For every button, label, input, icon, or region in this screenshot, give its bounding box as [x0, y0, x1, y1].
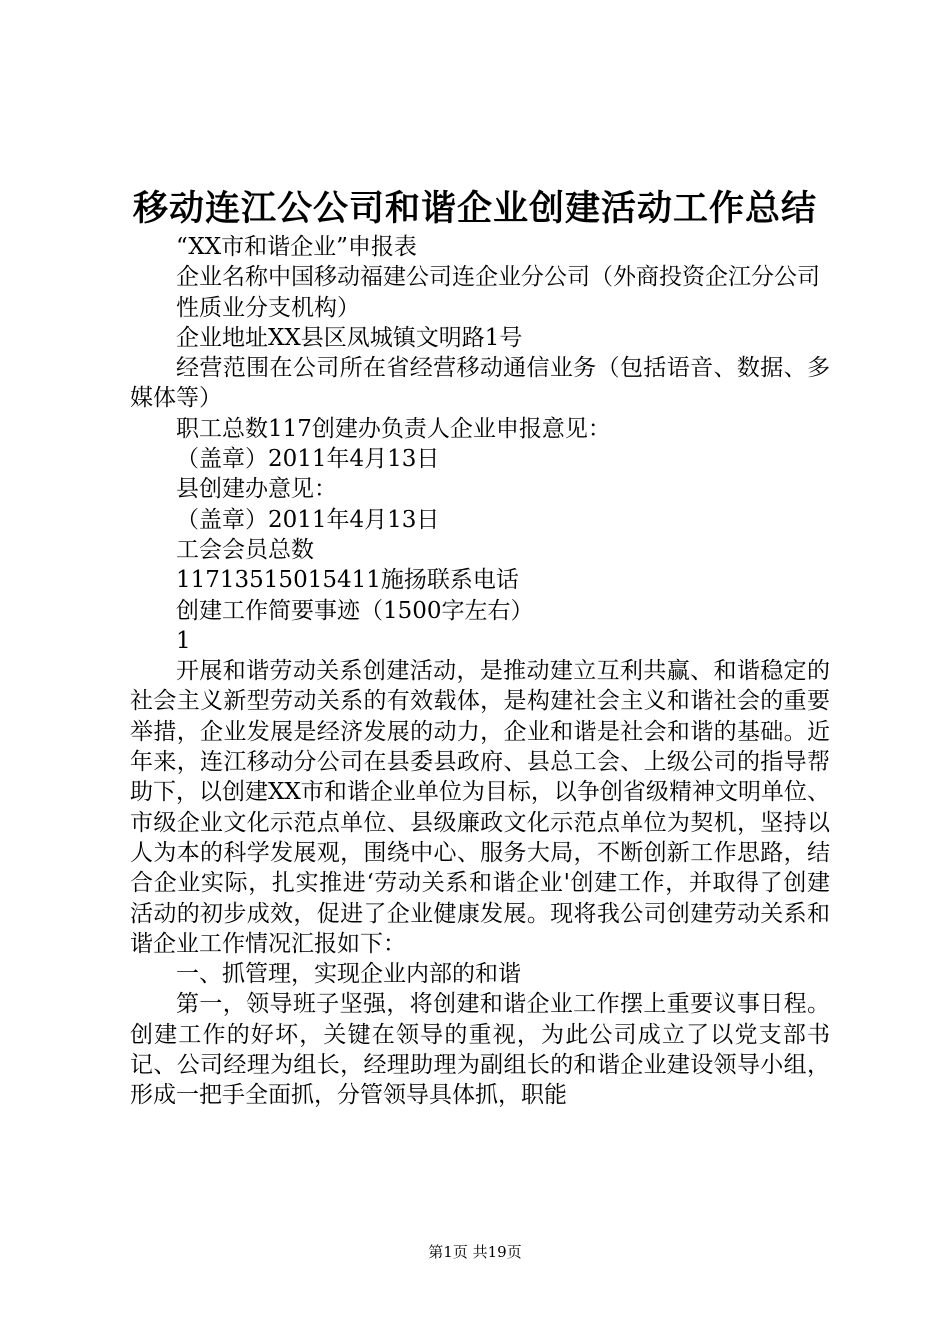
paragraph-business-scope: 经营范围在公司所在省经营移动通信业务（包括语音、数据、多媒体等）	[130, 355, 830, 412]
paragraph-section-heading: 一、抓管理，实现企业内部的和谐	[176, 961, 521, 988]
paragraph-company-name: 企业名称中国移动福建公司连企业分公司（外商投资企江分公司	[176, 264, 820, 291]
page-footer: 第1页 共19页	[428, 1243, 522, 1261]
paragraph-company-address: 企业地址XX县区凤城镇文明路1号	[176, 324, 523, 351]
document-title: 移动连江公公司和谐企业创建活动工作总结	[132, 188, 817, 229]
paragraph-company-nature: 性质业分支机构）	[176, 294, 360, 321]
paragraph-summary-heading: 创建工作简要事迹（1500字左右）	[176, 597, 534, 624]
paragraph-county-opinion: 县创建办意见：	[176, 476, 337, 503]
paragraph-seal-date-1: （盖章）2011年4月13日	[176, 446, 440, 473]
paragraph-number: 1	[176, 627, 191, 654]
paragraph-union-members: 工会会员总数	[176, 536, 314, 563]
paragraph-form-heading: “XX市和谐企业”申报表	[176, 234, 417, 260]
paragraph-staff-count: 职工总数117创建办负责人企业申报意见：	[176, 415, 611, 442]
paragraph-seal-date-2: （盖章）2011年4月13日	[176, 506, 440, 533]
paragraph-contact: 11713515015411施扬联系电话	[176, 567, 519, 594]
paragraph-introduction: 开展和谐劳动关系创建活动，是推动建立互利共赢、和谐稳定的社会主义新型劳动关系的有效载体，是构建社会主义和谐社会的重要举措，企业发展是经济发展的动力，企业和谐是社会和谐的基础。近年来，连江移动分公司在县委县政府、县总工会、上级公司的指导帮助下，以创建XX市和谐企业单位为目标，以争创省级精神文明单位、市级企业文化示范点单位、县级廉政文化示范点单位为契机，坚持以人为本的科学发展观，围绕中心、服务大局，不断创新工作思路，结合企业实际，扎实推进‘劳动关系和谐企业'创建工作，并取得了创建活动的初步成效，促进了企业健康发展。现将我公司创建劳动关系和谐企业工作情况汇报如下：	[130, 658, 830, 957]
document-body	[130, 232, 830, 1111]
paragraph-first-point: 第一，领导班子坚强，将创建和谐企业工作摆上重要议事日程。创建工作的好坏，关键在领导的重视，为此公司成立了以党支部书记、公司经理为组长，经理助理为副组长的和谐企业建设领导小组，形成一把手全面抓，分管领导具体抓，职能	[130, 991, 830, 1109]
